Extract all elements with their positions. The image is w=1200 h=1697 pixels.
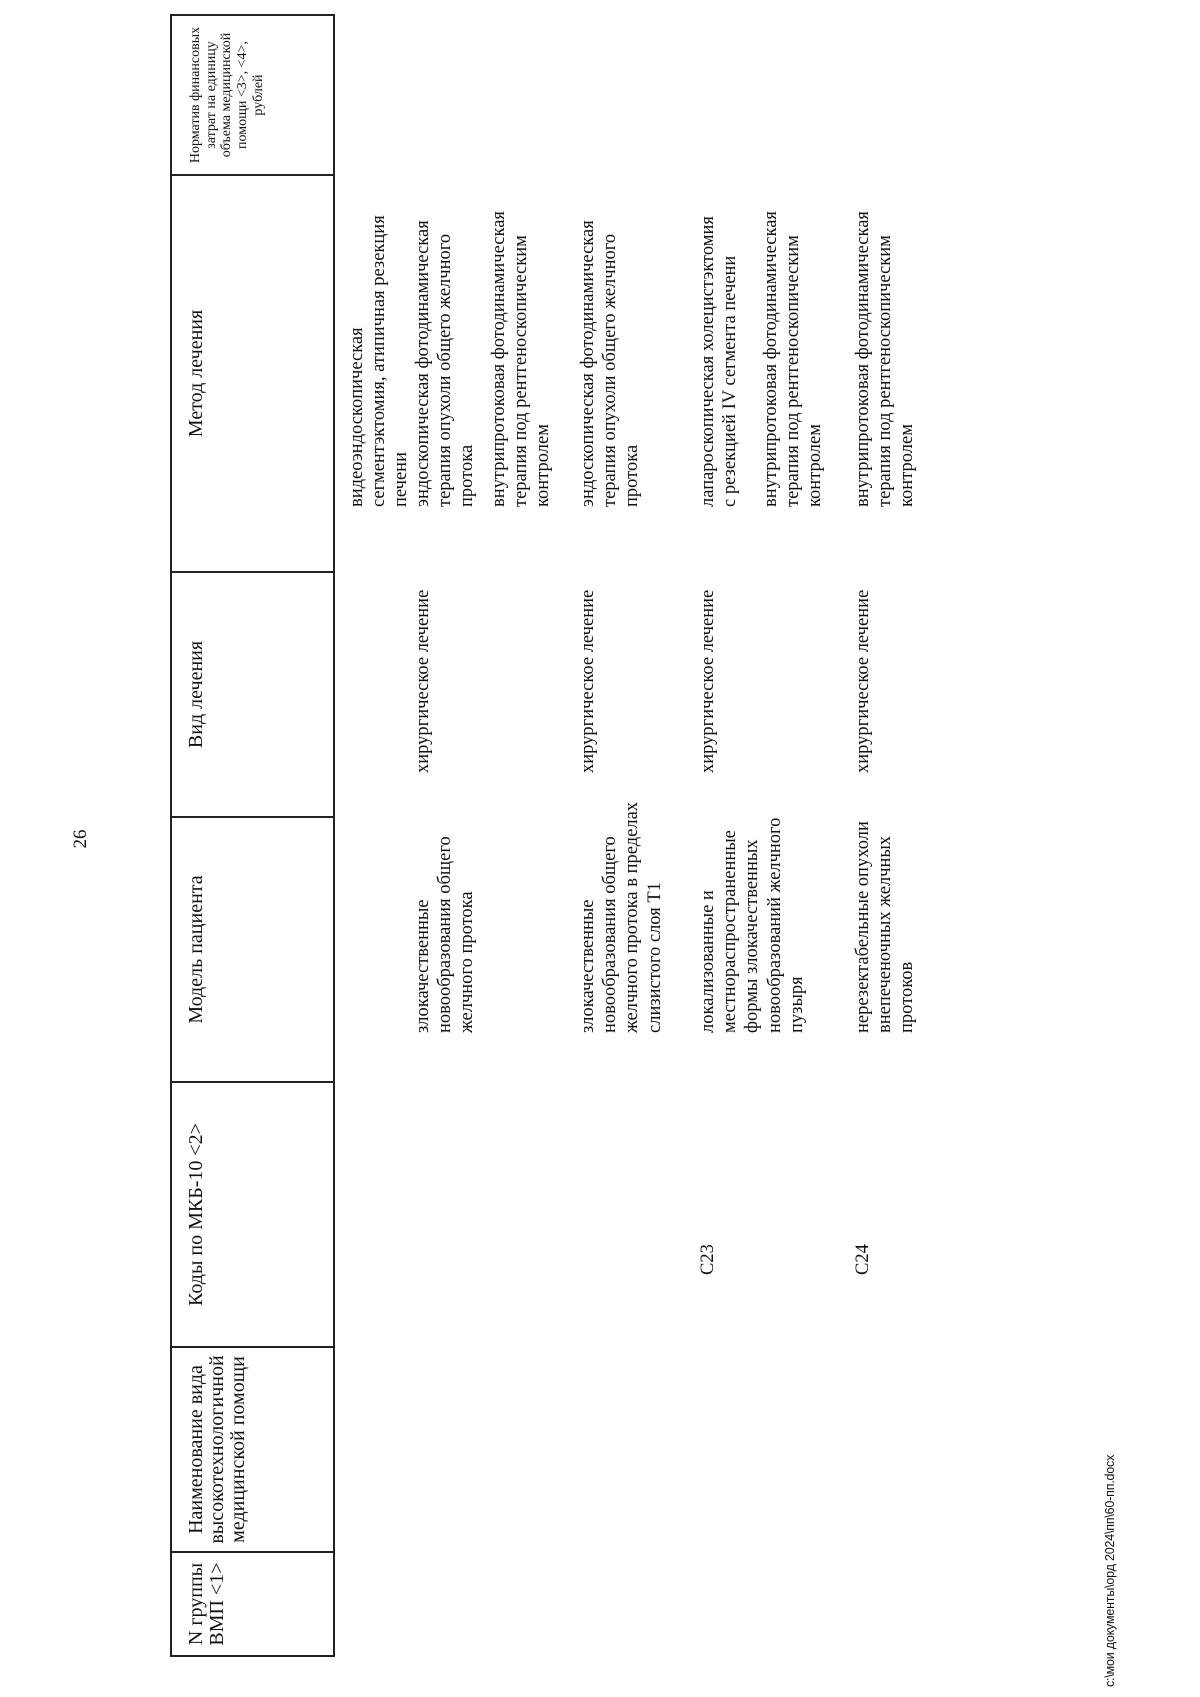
method-text: эндоскопическая фотодинамическая терапия опухоли общего желчного протока — [413, 220, 478, 507]
method-text: внутрипротоковая фотодинамическая терапия под рентгеноскопическим контролем — [489, 211, 554, 507]
patient-model-text: нерезектабельные опухоли внепеченочных желчных протоков — [853, 821, 918, 1033]
header-care-name: Наименование вида высокотехнологичной медицинской помощи — [171, 1347, 334, 1552]
header-group-number: N группы ВМП <1> — [171, 1552, 334, 1656]
patient-model-text: локализованные и местнораспространенные формы злокачественных новообразований желчного пузыря — [698, 817, 807, 1033]
method-text: эндоскопическая фотодинамическая терапия опухоли общего желчного протока — [578, 220, 643, 507]
method-text: лапароскопическая холецистэктомия с резекцией IV сегмента печени — [698, 216, 741, 507]
icd-code-text: C23 — [698, 1244, 718, 1275]
header-cost-norm: Норматив финансовых затрат на единицу объема медицинской помощи <3>, <4>, рублей — [171, 15, 334, 175]
table-header — [170, 14, 335, 1657]
treatment-type-text: хирургическое лечение — [578, 589, 598, 773]
method-text: видеоэндоскопическая сегментэктомия, атипичная резекция печени — [347, 215, 412, 507]
header-row — [171, 15, 334, 1656]
icd-code-text: C24 — [853, 1244, 873, 1275]
treatment-type-text: хирургическое лечение — [698, 589, 718, 773]
header-patient-model: Модель пациента — [171, 817, 334, 1082]
header-icd-codes: Коды по МКБ-10 <2> — [171, 1082, 334, 1347]
page-number: 26 — [70, 829, 91, 849]
header-treatment-method: Метод лечения — [171, 175, 334, 572]
treatment-type-text: хирургическое лечение — [853, 589, 873, 773]
patient-model-text: злокачественные новообразования общего желчного протока — [413, 836, 478, 1033]
method-text: внутрипротоковая фотодинамическая терапия под рентгеноскопическим контролем — [761, 211, 826, 507]
header-treatment-type: Вид лечения — [171, 572, 334, 817]
treatment-type-text: хирургическое лечение — [413, 589, 433, 773]
file-path-footer: c:\мои документы\орд 2024\пп\60-пп.docx — [1103, 1454, 1117, 1687]
method-text: внутрипротоковая фотодинамическая терапия под рентгеноскопическим контролем — [853, 211, 918, 507]
patient-model-text: злокачественные новообразования общего желчного протока в пределах слизистого слоя T1 — [578, 801, 665, 1033]
